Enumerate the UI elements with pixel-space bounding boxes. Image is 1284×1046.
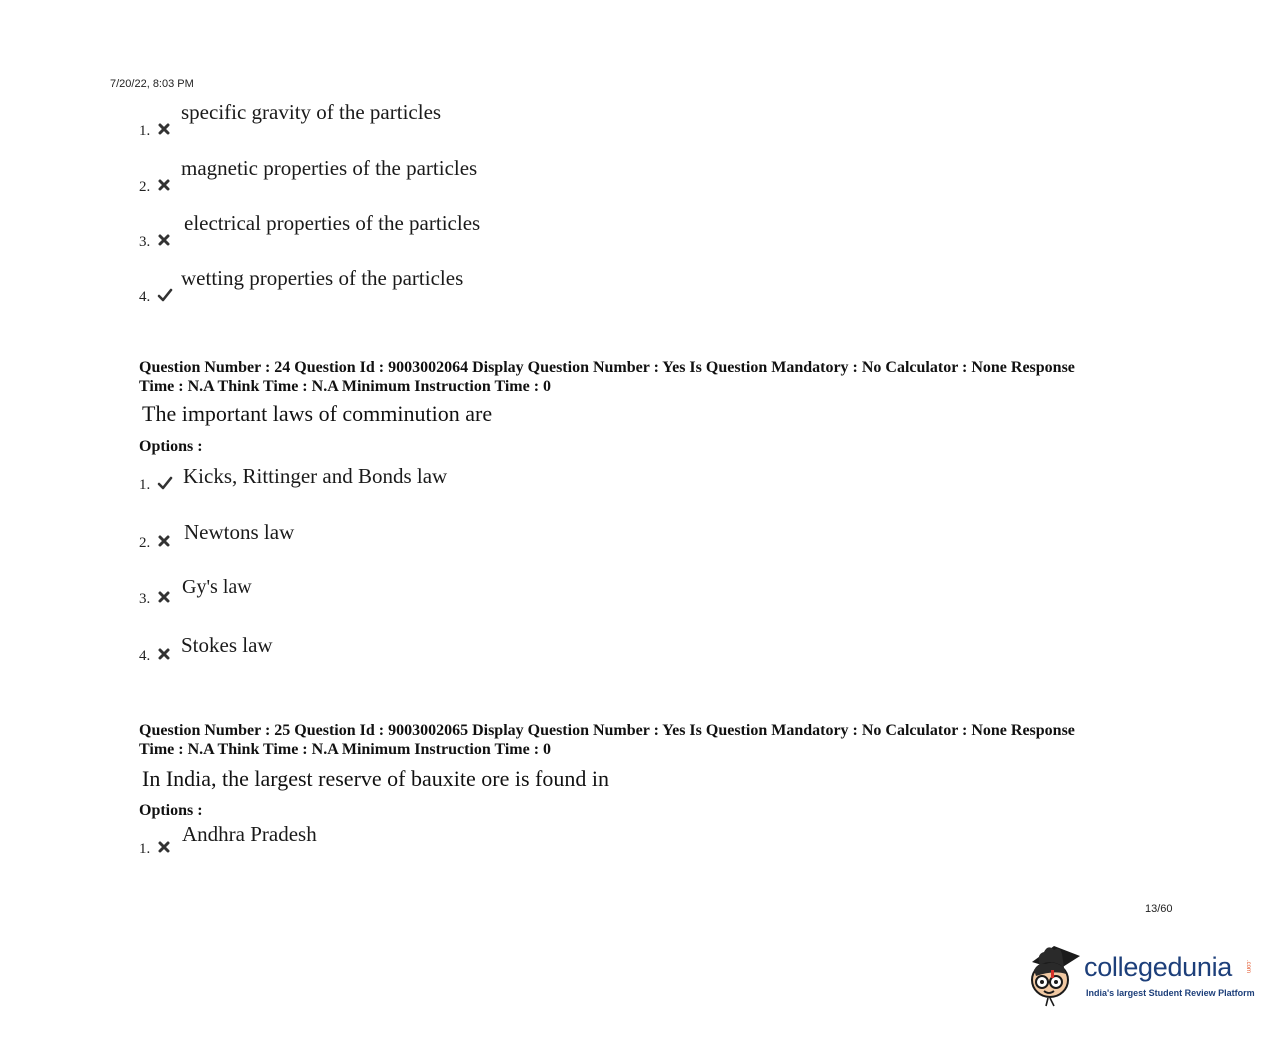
option-number: 3. [139, 591, 151, 607]
option-text: Gy's law [182, 576, 252, 598]
collegedunia-logo [1022, 940, 1262, 1010]
mascot-icon [1024, 940, 1084, 1008]
cross-icon [157, 233, 173, 249]
brand-name: collegedunia [1084, 952, 1233, 982]
option-text: magnetic properties of the particles [181, 156, 478, 180]
option-number: 1. [139, 477, 151, 493]
option-text: electrical properties of the particles [184, 211, 481, 235]
option-item [139, 818, 839, 858]
question-meta [139, 721, 1169, 759]
option-item [139, 625, 839, 665]
options-label: Options : [139, 802, 203, 819]
option-item [139, 568, 839, 608]
check-icon [157, 288, 173, 304]
option-number: 1. [139, 841, 151, 857]
option-number: 1. [139, 123, 151, 139]
cross-icon [157, 178, 173, 194]
option-item [139, 454, 839, 494]
option-item [139, 512, 839, 552]
question-meta-line: Question Number : 25 Question Id : 9003002065 Display Question Number : Yes Is Question Mandatory : No Calculator : None Response [139, 722, 1075, 739]
option-text: Stokes law [181, 633, 273, 657]
option-item [139, 211, 839, 251]
option-number: 2. [139, 535, 151, 551]
check-icon [157, 476, 173, 492]
cross-icon [157, 647, 173, 663]
option-number: 4. [139, 289, 151, 305]
question-meta-line: Question Number : 24 Question Id : 9003002064 Display Question Number : Yes Is Question Mandatory : No Calculator : None Response [139, 359, 1075, 376]
option-item [139, 266, 839, 306]
option-text: Newtons law [184, 520, 295, 544]
option-number: 2. [139, 179, 151, 195]
print-timestamp: 7/20/22, 8:03 PM [110, 78, 194, 90]
page-number: 13/60 [1145, 903, 1173, 915]
option-text: Kicks, Rittinger and Bonds law [183, 464, 448, 488]
question-meta-line: Time : N.A Think Time : N.A Minimum Instruction Time : 0 [139, 741, 552, 758]
option-number: 3. [139, 234, 151, 250]
cross-icon [157, 840, 173, 856]
option-text: wetting properties of the particles [181, 266, 464, 290]
cross-icon [157, 590, 173, 606]
option-item [139, 156, 839, 196]
brand-suffix: .com [1245, 960, 1251, 974]
question-text: The important laws of comminution are [142, 401, 493, 426]
option-number: 4. [139, 648, 151, 664]
option-item [139, 100, 839, 140]
brand-tagline: India's largest Student Review Platform [1086, 988, 1255, 998]
question-meta [139, 358, 1169, 396]
option-text: specific gravity of the particles [181, 100, 442, 124]
question-meta-line: Time : N.A Think Time : N.A Minimum Instruction Time : 0 [139, 378, 552, 395]
option-text: Andhra Pradesh [182, 822, 317, 846]
cross-icon [157, 122, 173, 138]
question-text: In India, the largest reserve of bauxite ore is found in [142, 766, 609, 791]
cross-icon [157, 534, 173, 550]
options-label: Options : [139, 438, 203, 455]
